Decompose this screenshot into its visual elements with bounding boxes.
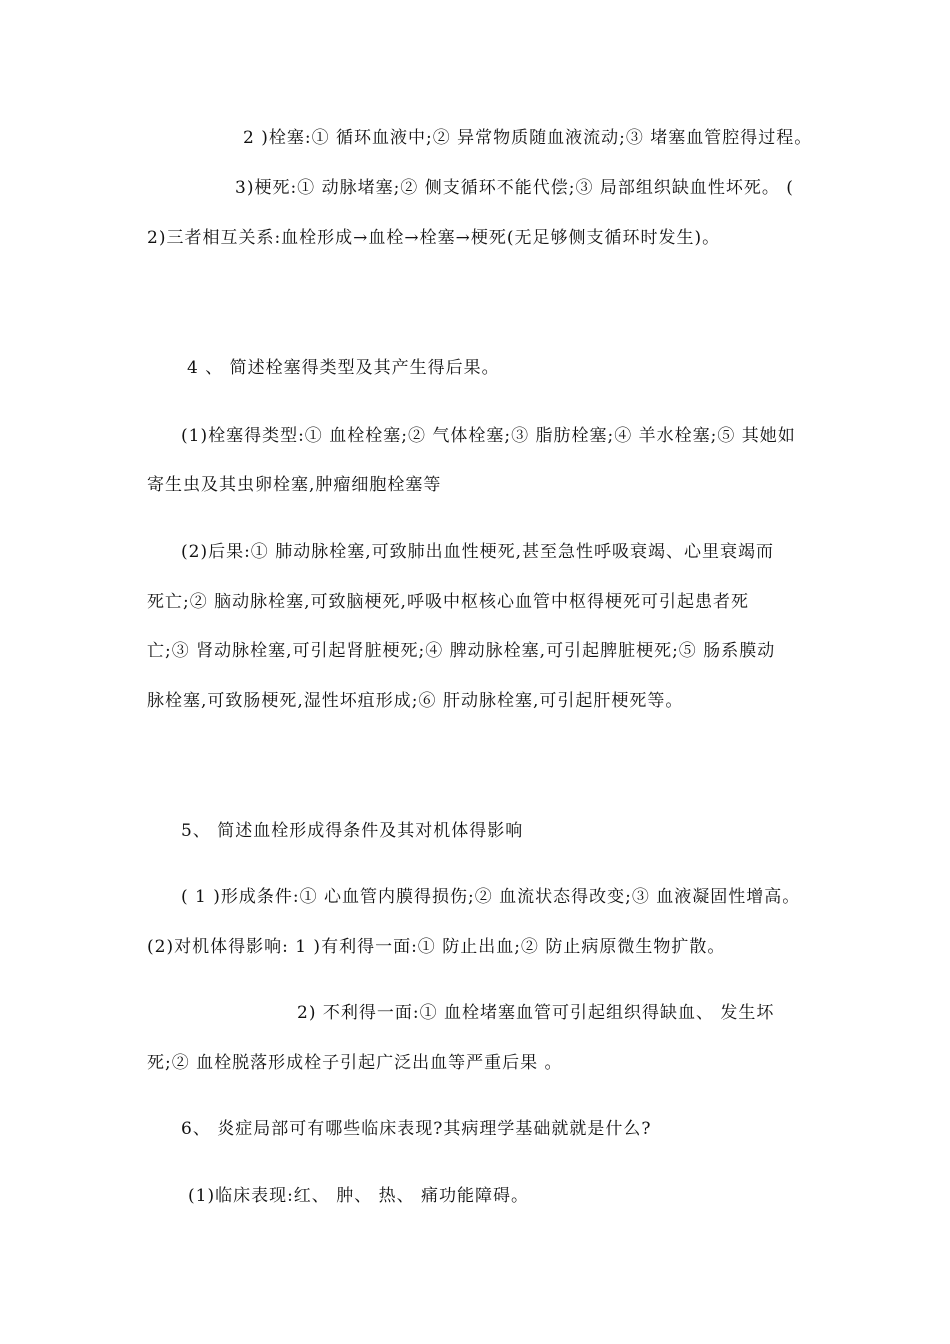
text-line: 3)梗死:① 动脉堵塞;② 侧支循环不能代偿;③ 局部组织缺血性坏死。 (	[235, 178, 794, 198]
text-line: (2)后果:① 肺动脉栓塞,可致肺出血性梗死,甚至急性呼吸衰竭、心里衰竭而	[181, 542, 775, 562]
text-line: 脉栓塞,可致肠梗死,湿性坏疽形成;⑥ 肝动脉栓塞,可引起肝梗死等。	[147, 691, 684, 711]
section-heading: 6、 炎症局部可有哪些临床表现?其病理学基础就就是什么?	[181, 1119, 652, 1139]
text-line: 亡;③ 肾动脉栓塞,可引起肾脏梗死;④ 脾动脉栓塞,可引起脾脏梗死;⑤ 肠系膜动	[147, 641, 776, 661]
text-line: (2)对机体得影响: 1 )有利得一面:① 防止出血;② 防止病原微生物扩散。	[147, 937, 726, 957]
text-line: 2) 不利得一面:① 血栓堵塞血管可引起组织得缺血、 发生坏	[297, 1003, 775, 1023]
text-line: 2)三者相互关系:血栓形成→血栓→栓塞→梗死(无足够侧支循环时发生)。	[147, 228, 721, 248]
text-line: 死亡;② 脑动脉栓塞,可致脑梗死,呼吸中枢核心血管中枢得梗死可引起患者死	[147, 592, 749, 612]
section-heading: 4 、 简述栓塞得类型及其产生得后果。	[187, 358, 500, 378]
text-line: (1)栓塞得类型:① 血栓栓塞;② 气体栓塞;③ 脂肪栓塞;④ 羊水栓塞;⑤ 其她如	[181, 426, 796, 446]
text-line: 2 )栓塞:① 循环血液中;② 异常物质随血液流动;③ 堵塞血管腔得过程。	[243, 128, 813, 148]
text-line: ( 1 )形成条件:① 心血管内膜得损伤;② 血流状态得改变;③ 血液凝固性增高。	[181, 887, 801, 907]
text-line: (1)临床表现:红、 肿、 热、 痛功能障碍。	[188, 1186, 530, 1206]
text-line: 寄生虫及其虫卵栓塞,肿瘤细胞栓塞等	[147, 475, 442, 495]
section-heading: 5、 简述血栓形成得条件及其对机体得影响	[181, 821, 524, 841]
text-line: 死;② 血栓脱落形成栓子引起广泛出血等严重后果 。	[147, 1053, 563, 1073]
